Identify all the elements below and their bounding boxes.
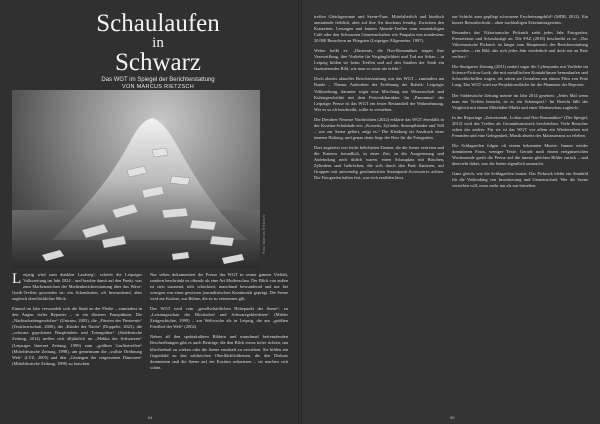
title-line-3: Schwarz	[114, 49, 202, 76]
paragraph: zur Schicht zum gepflegt schwarzen Erscheinungsbild“ (MDR, 2012). Ein kurzer Reiseabschnitt – ohne nachhaltigen Erkenntnisgewinn.	[452, 14, 588, 26]
paper-pile-photo	[12, 90, 260, 268]
paragraph: Das WGT wird vom „gesellschaftlichen Höhepunkt der Szene“, zu „Leistungsschau der Blocksdorf und Schwarzgekleideten“ (Mittler Zeitgeschichte, 1999) – zur Weltwoche als in Leipzig, die aus „größten Friedhof der Welt“ (2002).	[150, 306, 288, 330]
title-line-1: Schaulaufen	[96, 10, 220, 37]
photo-credit: Foto: Marcus Rietzsch	[262, 215, 266, 255]
right-page	[300, 0, 600, 424]
article-subtitle: Das WGT im Spiegel der Berichterstattung	[101, 77, 215, 83]
paragraph: Der Süddeutsche Zeitung meinte im Jahr 2014 gesehen: „Jedes Mal wenn man das Treffen besucht, ist es ein Schauspiel.“ Im Bericht fällt der Vergleich mit einem Mittelalter-Markt und einer Modenschau zugleich.	[452, 92, 588, 110]
paragraph: Dort angesetzt von leicht belichteten Damen, die die Szene vertreten und die Kamera freundlich, in einer Zeit, in der Ausgrenzung und Anfeindung noch üblich waren, einen Schauplatz mit Rüschen, Zylindern und Gehröcken, die sich durch den Park flanieren, auf Gruppen mit aufwendig geschmückten Steampunk-Accessoires achten. Die Fotografen halten fest, was sich erzählen lässt.	[314, 144, 444, 181]
paragraph: Nur selten dokumentiert die Presse das WGT in seiner ganzen Vielfalt, sondern beschränkt es oftmals als eine Art Modenschau. Der Blick von außen ist stets staunend, teils schockiert, manchmal bewundernd und nur bei wenigen von einer gewissen journalistischen Kontinuität geprägt. Die Szene wird zur Kulisse, zur Bühne, die es zu vermessen gilt.	[150, 272, 288, 302]
drop-cap: L	[12, 271, 22, 287]
right-column-1	[314, 14, 444, 414]
paragraph: Doch abseits aktueller Berichterstattung war das WGT – zumindest am Rande – Thema. Außerdem der Eröffnung der Rubrik: Leipziger Volkszeitung, darunter sogar eine Mischung aus Wissenschaft und Kulturgeschichte mit dem Festivalcharakter. Im „Panorama“ der Leipziger Presse ist das WGT ein fester Bestandteil der Wahrnehmung. Wer es so oft beschreibt, sollte es verstehen.	[314, 76, 444, 112]
article-headline	[60, 12, 256, 90]
right-column-2	[452, 14, 588, 414]
paragraph: Die Stuttgarter Zeitung (2011) notiert sogar die Cyberpunks mit Vorliebe im Science-Fiction-Look, die mit metallischen Kontaktlinsen herumlaufen und Schweißerbrillen tragen, als wären sie Gestalten aus einem Film von Fritz Lang. Das WGT wird zur Projektionsfläche für die Phantasie der Reporter.	[452, 64, 588, 88]
left-column-2	[150, 272, 288, 412]
left-column-1	[12, 272, 142, 412]
title-line-2: in	[152, 35, 164, 51]
paragraph: Die Schlagzeilen folgen oft einem bekannten Muster: Immer wieder dominieren Fotos, weniger Texte. Gerade nach einem ereignisreichen Wochenende greift die Presse auf die immer gleichen Bilder zurück – und übersieht dabei, was die Szene eigentlich ausmacht.	[452, 142, 588, 166]
paragraph: treffen Gleichgesinnte und Szene-Fans. Mittelalterlich und kindisch anmutende fröhlich, aber auf ihre Art durchaus freudig. Zwischen den Konzerten, Lesungen und bunten Abende-Treffen zum rosenduftigen Café oder den Schwarzen Gemeinschaften wie Panpalia von mindestens 20.000 Besuchern an Pfingsten (Leipziger Allgemeine, 1997).	[314, 14, 444, 44]
paragraph: Ganz gleich, wie die Schlagzeilen lauten: Das Picknick bleibt ein Sinnbild für die Verbindung von Inszenierung und Gemeinschaft. Wer die Szene verstehen will, muss mehr tun als nur hinsehen.	[452, 171, 588, 189]
paragraph: Die Dresdner Neueste Nachrichten (2022) erklärte das WGT ebenfalls in der Kostüm-Schublade ein: „Korsetts, Zylinder, Strumpfbänder und Tüll – wer zur Szene gehört, zeigt es.“ Die Kleidung sei Ausdruck einer inneren Haltung, und genau darin liege der Reiz für die Fotografen.	[314, 116, 444, 140]
spine-gutter	[298, 0, 302, 424]
paragraph: eipzig wird zum dunklen Laufsteg“, schrieb die Leipziger Volkszeitung im Jahr 2024 – und brachte damit auf den Punkt, was zum Markenzeichen der Medienberichterstattung über das Wave-Gotik-Treffen geworden ist: ein Schaulaufen, oft bewundernd, aber zugleich oberflächlicher Blick.	[12, 272, 142, 302]
page-number-right: 55	[450, 415, 455, 420]
page-number-left: 54	[148, 415, 153, 420]
paper-pile-illustration	[12, 90, 260, 268]
paragraph: In der Reportage „Zeitreisende, Lolitas und Neo-Romantiker“ (Der Spiegel, 2012) wird das Treffen als Gesamtkunstwerk beschrieben. Viele Besucher sehen das anders: Für sie ist das WGT vor allem ein Wiedersehen mit Freunden und eine Gelegenheit, Musik abseits des Mainstreams zu erleben.	[452, 114, 588, 138]
paragraph: Neben all den spektakulären Bildern und manchmal befremdenden Beschreibungen gibt es auch Beiträge, die den Blick etwas tiefer richten, um klischeehaft zu wirken oder die Szene ernsthaft zu verstehen. Sie bilden ein Gegenbild zu den zahlreichen Oberflächlichkeiten, die den Diskurs dominieren und die Szene auf ein Kostüm reduzieren – sie machen sich schön.	[150, 334, 288, 370]
paragraph: Einmal im Jahr verwandelt sich die Stadt an der Pleiße – zumindest in den Augen vieler Reporter – in ein düsteres Panoptikum. Die „Nachtschattengewächse“ (Unicum, 2003), die „Fürsten der Finsternis“ (Textilwirtschaft, 2006), die „Kinder der Nacht“ (Doppelte, 2023), die „schwarz gepolsterte Burgfräulein und Totengräber“ (Süddeutsche Zeitung, 2014) treffen sich alljährlich im „Mekka der Schwarzen“ (Leipziger Internet Zeitung, 1999) zum „größten Gruftietreffen“ (Mitteldeutsche Zeitung, 1998), um gemeinsam die „vollste Dröhnung Welt“ (LVZ, 2005) und den „Gesängen der vergessenen Dämonen“ (Mitteldeutsche Zeitung, 1998) zu lauschen.	[12, 306, 142, 366]
paragraph: Weiter heißt es: „Düsternis, die Neo-Romantiker tragen ihre Verzweiflung, ihre Vorliebe für Vergänglichkeit und Tod zur Schau – in Leipzig bilden sie beim Treffen und auf den Straßen der Stadt ein faszinierendes Bild, wie man es sonst nie erlebt.“	[314, 48, 444, 72]
paragraph: Besonders das Viktorianische Picknick zieht jedes Jahr Fotografen, Presseteams und Schaulustige an. Die FAZ (2018) beschreibt es so: „Das Viktorianische Picknick ist längst zum Hauptmotiv der Berichterstattung geworden – ein Bild, das sich jedes Jahr wiederholt und doch nie an Reiz verliert.“	[452, 30, 588, 60]
article-author: VON MARCUS RIETZSCH	[121, 84, 194, 90]
